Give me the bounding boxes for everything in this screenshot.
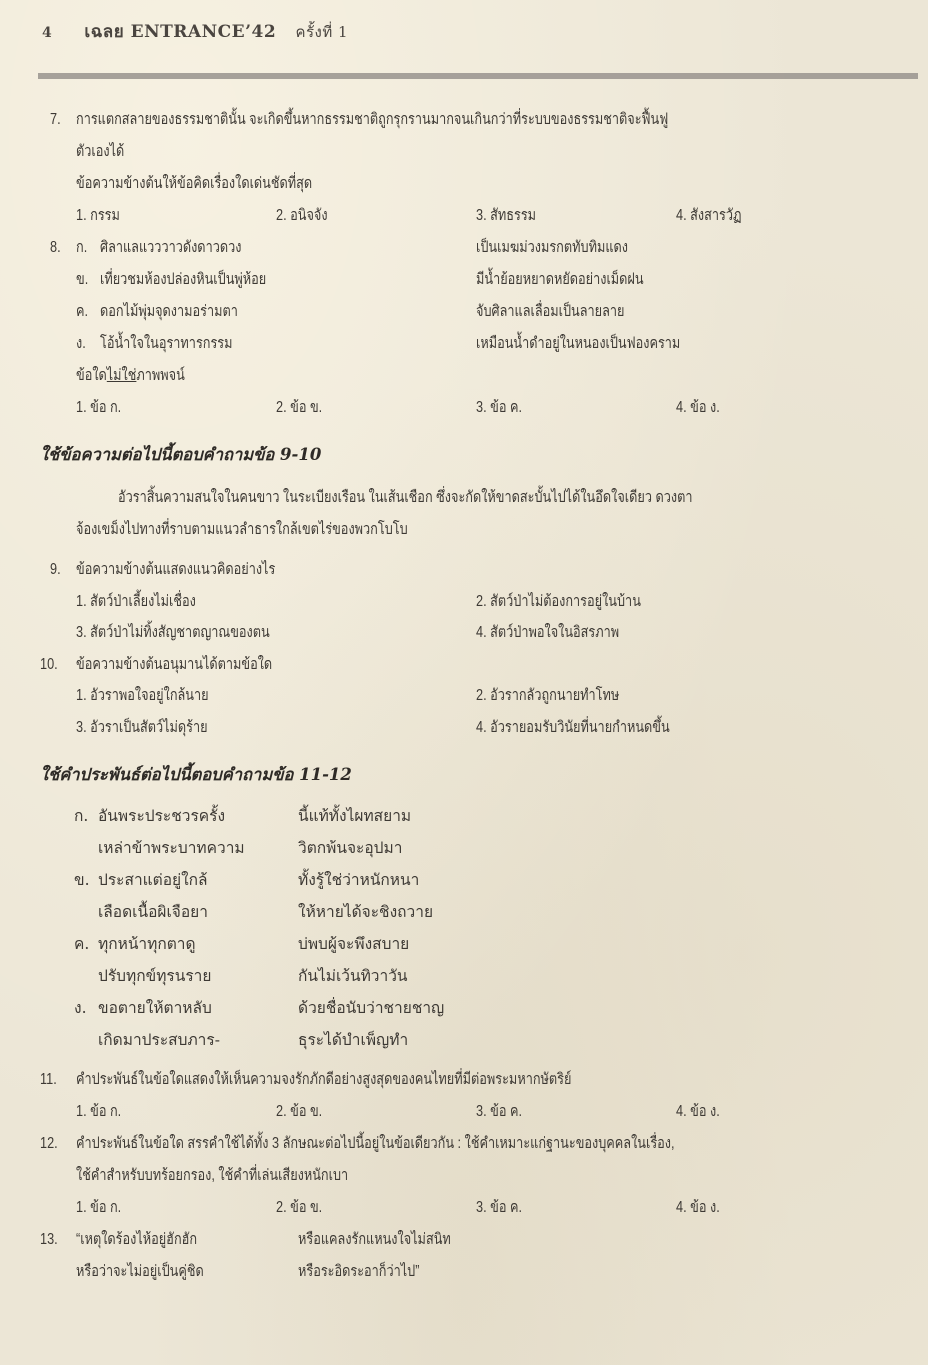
page-header: [42, 18, 348, 45]
verse-c-line2-left: ปรับทุกข์ทุรนราย: [98, 967, 212, 985]
q8-left-b: เที่ยวชมห้องปล่องหินเป็นพู่ห้อย: [100, 271, 267, 288]
verse-a-label: ก.: [74, 807, 89, 825]
q13-line1-right: หรือแคลงรักแหนงใจไม่สนิท: [298, 1231, 451, 1248]
verse-c-line1-right: บ่พบผู้จะพึงสบาย: [298, 935, 410, 953]
q7-text-line1: การแตกสลายของธรรมชาตินั้น จะเกิดขึ้นหากธรรมชาติถูกรุกรานมากจนเกินกว่าที่ระบบของธรรมชาติจะฟื้นฟู: [76, 111, 669, 128]
q8-right-a: เป็นเมฆม่วงมรกตทับทิมแดง: [476, 239, 628, 256]
q13-line1-left: “เหตุใดร้องไห้อยู่ฮักฮัก: [76, 1231, 198, 1248]
q7-choice-2: 2. อนิจจัง: [276, 207, 328, 224]
section-11-12-heading: ใช้คำประพันธ์ต่อไปนี้ตอบคำถามข้อ 11-12: [40, 765, 352, 784]
q9-choice-2: 2. สัตว์ป่าไม่ต้องการอยู่ในบ้าน: [476, 593, 641, 610]
verse-d-line1-right: ด้วยชื่อนับว่าชายชาญ: [298, 999, 445, 1017]
q9-choice-3: 3. สัตว์ป่าไม่ทิ้งสัญชาตญาณของตน: [76, 624, 270, 641]
verse-a-line2-left: เหล่าข้าพระบาทความ: [98, 839, 245, 857]
q9-choice-1: 1. สัตว์ป่าเลี้ยงไม่เชื่อง: [76, 593, 196, 610]
q13-line2-left: หรือว่าจะไม่อยู่เป็นคู่ชิด: [76, 1263, 204, 1280]
q7-number: 7.: [50, 111, 61, 128]
q11-number: 11.: [40, 1071, 57, 1088]
q7-choice-3: 3. สัทธรรม: [476, 207, 537, 224]
q8-left-d: โอ้น้ำใจในอุราทารกรรม: [100, 335, 233, 352]
verse-d-line1-left: ขอตายให้ตาหลับ: [98, 999, 212, 1017]
q8-choice-4: 4. ข้อ ง.: [676, 399, 720, 416]
q12-number: 12.: [40, 1135, 58, 1152]
q11-choice-3: 3. ข้อ ค.: [476, 1103, 523, 1120]
q8-prompt: [76, 366, 185, 386]
verse-b-line1-right: ทั้งรู้ใช่ว่าหนักหนา: [298, 871, 420, 889]
q7-text-line2: ตัวเองได้: [76, 143, 125, 160]
q7-choice-4: 4. สังสารวัฏ: [676, 207, 742, 224]
verse-a-line1-right: นี้แท้ทั้งไผทสยาม: [298, 807, 412, 825]
q8-label-a: ก.: [76, 239, 88, 256]
q10-choice-3: 3. อัวราเป็นสัตว์ไม่ดุร้าย: [76, 719, 208, 736]
q13-number: 13.: [40, 1231, 58, 1248]
q12-text-line2: ใช้คำสำหรับบทร้อยกรอง, ใช้คำที่เล่นเสียงหนักเบา: [76, 1167, 349, 1184]
q12-choice-1: 1. ข้อ ก.: [76, 1199, 122, 1216]
q8-left-a: ศิลาแลแวววาวดังดาวดวง: [100, 239, 242, 256]
q8-choice-3: 3. ข้อ ค.: [476, 399, 523, 416]
verse-d-label: ง.: [74, 999, 87, 1017]
q12-choice-2: 2. ข้อ ข.: [276, 1199, 323, 1216]
q8-label-d: ง.: [76, 335, 86, 352]
q8-number: 8.: [50, 239, 61, 256]
q7-choice-1: 1. กรรม: [76, 207, 120, 224]
verse-b-line1-left: ประสาแต่อยู่ใกล้: [98, 871, 208, 889]
q13-line2-right: หรือระอิดระอาก็ว่าไป”: [298, 1263, 420, 1280]
q9-choice-4: 4. สัตว์ป่าพอใจในอิสรภาพ: [476, 624, 620, 641]
header-subtitle: ครั้งที่ 1: [295, 23, 349, 41]
q11-text: คำประพันธ์ในข้อใดแสดงให้เห็นความจงรักภักดีอย่างสูงสุดของคนไทยที่มีต่อพระมหากษัตริย์: [76, 1071, 572, 1088]
verse-a-line2-right: วิตกพ้นจะอุปมา: [298, 839, 403, 857]
verse-d-line2-right: ธุระได้บำเพ็ญทำ: [298, 1031, 409, 1049]
q9-text: ข้อความข้างต้นแสดงแนวคิดอย่างไร: [76, 561, 276, 578]
q8-right-c: จับศิลาแลเลื่อมเป็นลายลาย: [476, 303, 625, 320]
q7-prompt: ข้อความข้างต้นให้ข้อคิดเรื่องใดเด่นชัดที่สุด: [76, 175, 313, 192]
q11-choice-4: 4. ข้อ ง.: [676, 1103, 720, 1120]
q8-label-b: ข.: [76, 271, 89, 288]
verse-b-line2-left: เลือดเนื้อผิเจือยา: [98, 903, 208, 921]
verse-c-label: ค.: [74, 935, 90, 953]
verse-b-line2-right: ให้หายได้จะชิงถวาย: [298, 903, 434, 921]
q10-number: 10.: [40, 656, 58, 673]
q12-text-line1: คำประพันธ์ในข้อใด สรรคำใช้ได้ทั้ง 3 ลักษณะต่อไปนี้อยู่ในข้อเดียวกัน : ใช้คำเหมาะแก่ฐานะของบุคคลในเรื่อง,: [76, 1135, 675, 1152]
q12-choice-3: 3. ข้อ ค.: [476, 1199, 523, 1216]
q8-left-c: ดอกไม้พุ่มจุดงามอร่ามตา: [100, 303, 238, 320]
verse-a-line1-left: อันพระประชวรครั้ง: [98, 807, 226, 825]
q8-right-d: เหมือนน้ำดำอยู่ในหนองเป็นฟองคราม: [476, 335, 681, 352]
q8-prompt-suffix: ภาพพจน์: [136, 367, 185, 384]
q8-label-c: ค.: [76, 303, 89, 320]
q8-choice-1: 1. ข้อ ก.: [76, 399, 122, 416]
q10-choice-2: 2. อัวรากลัวถูกนายทำโทษ: [476, 687, 620, 704]
verse-c-line1-left: ทุกหน้าทุกตาดู: [98, 935, 196, 953]
header-title: เฉลย ENTRANCE’42: [84, 22, 277, 42]
q11-choice-2: 2. ข้อ ข.: [276, 1103, 323, 1120]
verse-c-line2-right: กันไม่เว้นทิวาวัน: [298, 967, 408, 985]
q8-choice-2: 2. ข้อ ข.: [276, 399, 323, 416]
verse-b-label: ข.: [74, 871, 90, 889]
passage-line2: จ้องเขม็งไปทางที่ราบตามแนวลำธารใกล้เขตไร่ของพวกโบโบ: [76, 521, 408, 538]
q10-choice-1: 1. อัวราพอใจอยู่ใกล้นาย: [76, 687, 209, 704]
verse-d-line2-left: เกิดมาประสบภาร-: [98, 1031, 220, 1049]
q11-choice-1: 1. ข้อ ก.: [76, 1103, 122, 1120]
q8-right-b: มีน้ำย้อยหยาดหยัดอย่างเม็ดฝน: [476, 271, 644, 288]
section-9-10-heading: ใช้ข้อความต่อไปนี้ตอบคำถามข้อ 9-10: [40, 445, 322, 464]
page-number: 4: [42, 25, 53, 41]
q10-choice-4: 4. อัวรายอมรับวินัยที่นายกำหนดขึ้น: [476, 719, 670, 736]
q8-prompt-prefix: ข้อใด: [76, 367, 107, 384]
q10-text: ข้อความข้างต้นอนุมานได้ตามข้อใด: [76, 656, 273, 673]
passage-line1: อัวราสิ้นความสนใจในคนขาว ในระเบียงเรือน ในเส้นเชือก ซึ่งจะกัดให้ขาดสะบั้นไปได้ในอึดใจเดียว ดวงตา: [118, 489, 693, 506]
q8-prompt-underlined: ไม่ใช่: [106, 367, 137, 384]
header-rule: [38, 73, 918, 79]
q12-choice-4: 4. ข้อ ง.: [676, 1199, 720, 1216]
q9-number: 9.: [50, 561, 61, 578]
